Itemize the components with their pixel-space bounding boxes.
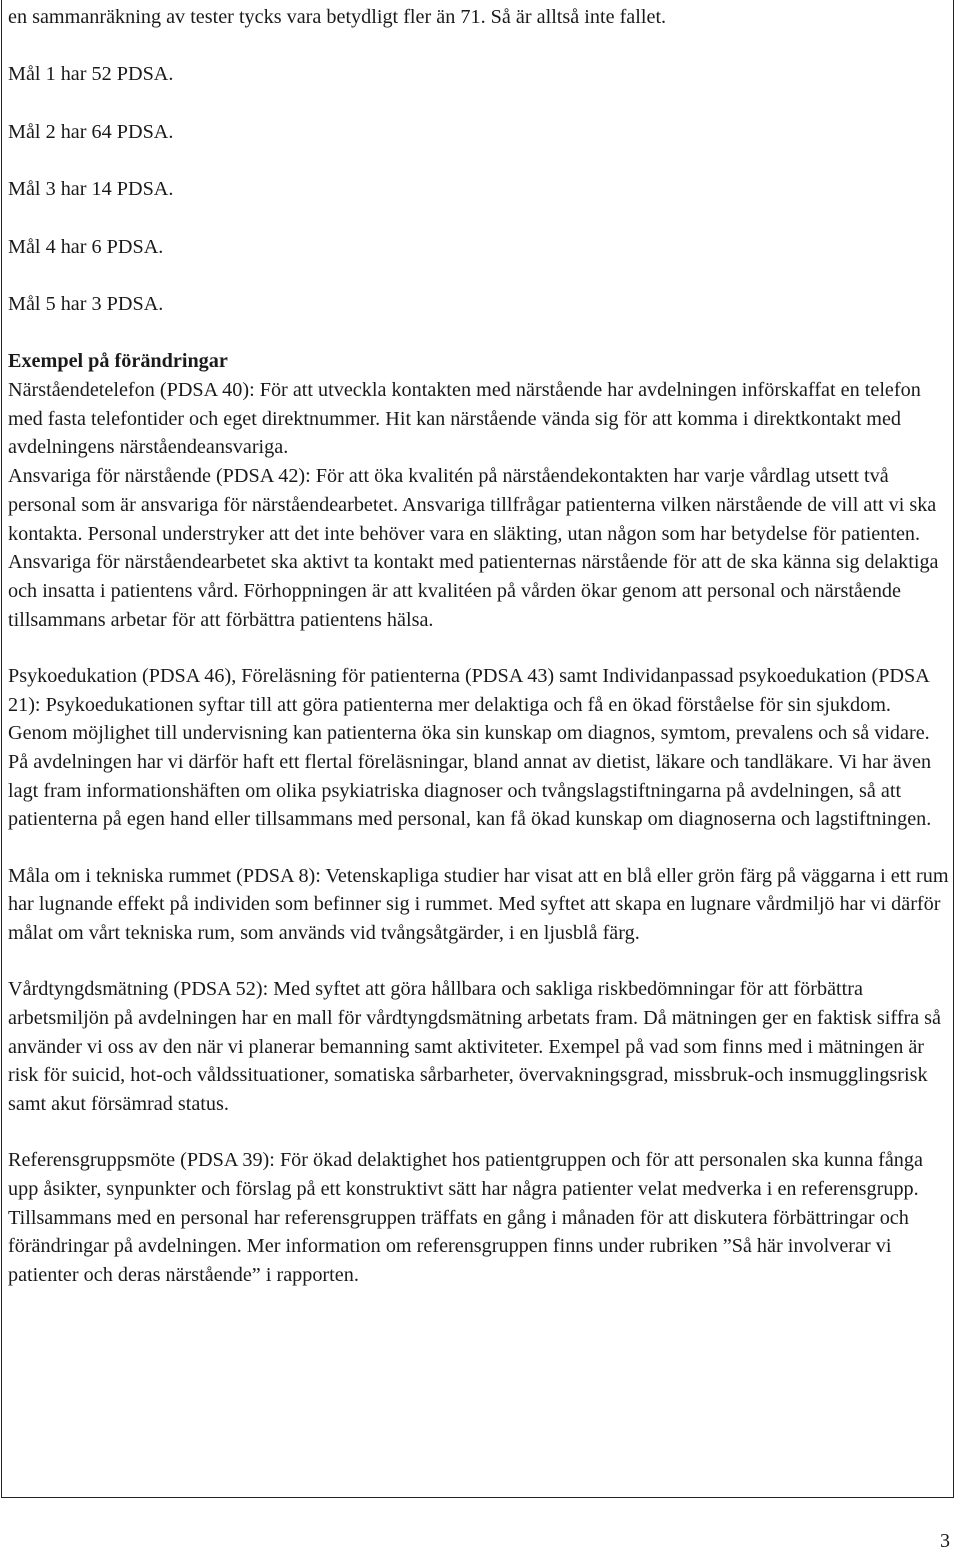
intro-line: en sammanräkning av tester tycks vara betydligt fler än 71. Så är alltså inte fallet. (8, 6, 667, 28)
paragraph-referensgrupp: Referensgruppsmöte (PDSA 39): För ökad delaktighet hos patientgruppen och för att personalen ska kunna fånga upp åsikter, synpunkter och förslag på ett konstruktivt sätt har några patienter velat medverka i en referensgrupp. Tillsammans med en personal har referensgruppen träffats en gång i månaden för att diskutera förbättringar och förändringar på avdelningen. Mer information om referensgruppen finns under rubriken ”Så här involverar vi patienter och deras närstående” i rapporten. (8, 1149, 923, 1287)
goal-5: Mål 5 har 3 PDSA. (8, 292, 164, 315)
section-heading: Exempel på förändringar (8, 350, 228, 373)
paragraph-narstaendetelefon: Närståendetelefon (PDSA 40): För att utveckla kontakten med närstående har avdelningen införskaffat en telefon med fasta telefontider och eget direktnummer. Hit kan närstående vända sig för att komma i direktkontakt med avdelningens närståendeansvariga. (8, 379, 921, 459)
paragraph-psykoedukation: Psykoedukation (PDSA 46), Föreläsning för patienterna (PDSA 43) samt Individanpassad psykoedukation (PDSA 21): Psykoedukationen syftar till att göra patienterna mer delaktiga och få en ökad förståelse för sin sjukdom. Genom möjlighet till undervisning kan patienterna öka sin kunskap om diagnos, symtom, prevalens och så vidare. På avdelningen har vi därför haft ett flertal föreläsningar, bland annat av dietist, läkare och tandläkare. Vi har även lagt fram informationshäften om olika psykiatriska diagnoser och tvångslagstiftningarna på avdelningen, så att patienterna på egen hand eller tillsammans med personal, kan få ökad kunskap om diagnoserna och lagstiftningen. (8, 664, 932, 831)
paragraph-ansvariga: Ansvariga för närstående (PDSA 42): För att öka kvalitén på närståendekontakten har varje vårdlag utsett två personal som är ansvariga för närståendearbetet. Ansvariga tillfrågar patienterna vilken närstående de vill att vi ska kontakta. Personal understryker att det inte behöver vara en släkting, utan någon som har betydelse för patienten. Ansvariga för närståendearbetet ska aktivt ta kontakt med patienternas närstående för att de ska känna sig delaktiga och insatta i patientens vård. Förhoppningen är att kvalitéen på vården ökar genom att personal och närstående tillsammans arbetar för att förbättra patientens hälsa. (8, 465, 939, 631)
goal-4: Mål 4 har 6 PDSA. (8, 235, 164, 258)
goal-2: Mål 2 har 64 PDSA. (8, 120, 174, 143)
goal-3: Mål 3 har 14 PDSA. (8, 178, 174, 201)
paragraph-vardtyngdsmatning: Vårdtyngdsmätning (PDSA 52): Med syftet att göra hållbara och sakliga riskbedömningar för att förbättra arbetsmiljön på avdelningen har en mall för vårdtyngdsmätning arbetats fram. Då mätningen ger en faktisk siffra så använder vi oss av den när vi planerar bemanning samt aktiviteter. Exempel på vad som finns med i mätningen är risk för suicid, hot-och våldssituationer, somatiska sårbarheter, övervakningsgrad, missbruk-och insmugglingsrisk samt akut försämrad status. (8, 978, 942, 1116)
paragraph-tekniska-rummet: Måla om i tekniska rummet (PDSA 8): Vetenskapliga studier har visat att en blå eller grön färg på väggarna i ett rum har lugnande effekt på individen som befinner sig i rummet. Med syftet att skapa en lugnare vårdmiljö har vi därför målat om vårt tekniska rum, som används vid tvångsåtgärder, i en ljusblå färg. (8, 864, 949, 944)
document-body (8, 3, 950, 1290)
goal-1: Mål 1 har 52 PDSA. (8, 63, 174, 86)
page-number: 3 (940, 1530, 950, 1552)
